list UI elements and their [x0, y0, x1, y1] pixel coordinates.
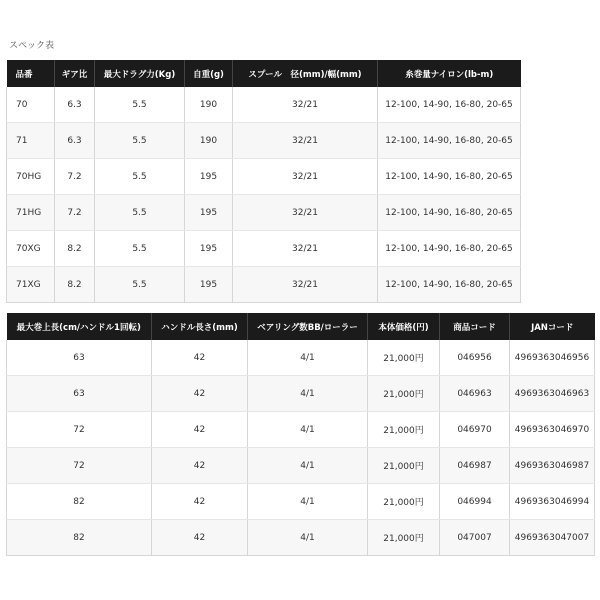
cell-jan-code: 4969363047007 — [510, 520, 595, 556]
cell-price: 21,000円 — [368, 484, 440, 520]
table-row — [7, 195, 521, 231]
cell-spool-size: 32/21 — [233, 267, 378, 303]
cell-product-code: 046987 — [440, 448, 510, 484]
cell-weight: 195 — [185, 195, 233, 231]
cell-bearings: 4/1 — [248, 520, 368, 556]
cell-price: 21,000円 — [368, 340, 440, 376]
cell-gear-ratio: 8.2 — [55, 231, 95, 267]
cell-line-capacity: 12-100, 14-90, 16-80, 20-65 — [378, 231, 521, 267]
cell-bearings: 4/1 — [248, 448, 368, 484]
cell-product-code: 046963 — [440, 376, 510, 412]
cell-spool-size: 32/21 — [233, 195, 378, 231]
cell-handle-length: 42 — [152, 412, 248, 448]
cell-bearings: 4/1 — [248, 340, 368, 376]
table-row — [7, 87, 521, 123]
cell-max-drag: 5.5 — [95, 267, 185, 303]
cell-spool-size: 32/21 — [233, 87, 378, 123]
cell-bearings: 4/1 — [248, 376, 368, 412]
cell-model: 71XG — [7, 267, 55, 303]
spec-table-caption: スペック表 — [9, 41, 55, 51]
cell-weight: 195 — [185, 159, 233, 195]
cell-spool-size: 32/21 — [233, 159, 378, 195]
cell-product-code: 047007 — [440, 520, 510, 556]
cell-line-capacity: 12-100, 14-90, 16-80, 20-65 — [378, 195, 521, 231]
cell-max-retrieve: 63 — [7, 340, 152, 376]
spec-table-1-header-row — [7, 60, 521, 87]
header-max-retrieve: 最大巻上長(cm/ハンドル1回転) — [7, 313, 152, 340]
cell-max-retrieve: 63 — [7, 376, 152, 412]
cell-weight: 195 — [185, 231, 233, 267]
cell-line-capacity: 12-100, 14-90, 16-80, 20-65 — [378, 159, 521, 195]
cell-handle-length: 42 — [152, 376, 248, 412]
cell-weight: 195 — [185, 267, 233, 303]
header-spool-size: スプール 径(mm)/幅(mm) — [233, 60, 378, 87]
cell-gear-ratio: 6.3 — [55, 123, 95, 159]
table-row — [7, 340, 595, 376]
spec-table-2 — [6, 313, 595, 556]
cell-max-drag: 5.5 — [95, 87, 185, 123]
table-row — [7, 159, 521, 195]
header-model: 品番 — [7, 60, 55, 87]
spec-table-1 — [6, 60, 521, 303]
header-weight: 自重(g) — [185, 60, 233, 87]
cell-jan-code: 4969363046956 — [510, 340, 595, 376]
cell-gear-ratio: 7.2 — [55, 159, 95, 195]
header-jan-code: JANコード — [510, 313, 595, 340]
cell-handle-length: 42 — [152, 520, 248, 556]
table-row — [7, 484, 595, 520]
cell-max-retrieve: 82 — [7, 520, 152, 556]
header-bearings: ベアリング数BB/ローラー — [248, 313, 368, 340]
table-row — [7, 520, 595, 556]
spec-table-2-header-row — [7, 313, 595, 340]
header-product-code: 商品コード — [440, 313, 510, 340]
header-line-capacity: 糸巻量ナイロン(lb-m) — [378, 60, 521, 87]
header-gear-ratio: ギア比 — [55, 60, 95, 87]
cell-jan-code: 4969363046987 — [510, 448, 595, 484]
cell-spool-size: 32/21 — [233, 231, 378, 267]
cell-model: 71 — [7, 123, 55, 159]
cell-jan-code: 4969363046994 — [510, 484, 595, 520]
cell-model: 71HG — [7, 195, 55, 231]
cell-gear-ratio: 7.2 — [55, 195, 95, 231]
header-price: 本体価格(円) — [368, 313, 440, 340]
cell-jan-code: 4969363046963 — [510, 376, 595, 412]
header-handle-length: ハンドル長さ(mm) — [152, 313, 248, 340]
cell-model: 70XG — [7, 231, 55, 267]
cell-max-drag: 5.5 — [95, 195, 185, 231]
table-row — [7, 123, 521, 159]
table-row — [7, 412, 595, 448]
cell-gear-ratio: 8.2 — [55, 267, 95, 303]
cell-weight: 190 — [185, 123, 233, 159]
table-row — [7, 448, 595, 484]
cell-product-code: 046994 — [440, 484, 510, 520]
cell-max-retrieve: 82 — [7, 484, 152, 520]
cell-weight: 190 — [185, 87, 233, 123]
cell-max-retrieve: 72 — [7, 412, 152, 448]
table-row — [7, 376, 595, 412]
cell-product-code: 046956 — [440, 340, 510, 376]
cell-handle-length: 42 — [152, 448, 248, 484]
cell-price: 21,000円 — [368, 376, 440, 412]
cell-price: 21,000円 — [368, 520, 440, 556]
cell-product-code: 046970 — [440, 412, 510, 448]
cell-price: 21,000円 — [368, 448, 440, 484]
cell-line-capacity: 12-100, 14-90, 16-80, 20-65 — [378, 123, 521, 159]
cell-line-capacity: 12-100, 14-90, 16-80, 20-65 — [378, 267, 521, 303]
cell-price: 21,000円 — [368, 412, 440, 448]
table-row — [7, 231, 521, 267]
cell-handle-length: 42 — [152, 340, 248, 376]
cell-handle-length: 42 — [152, 484, 248, 520]
cell-spool-size: 32/21 — [233, 123, 378, 159]
cell-bearings: 4/1 — [248, 484, 368, 520]
cell-gear-ratio: 6.3 — [55, 87, 95, 123]
cell-model: 70 — [7, 87, 55, 123]
cell-max-retrieve: 72 — [7, 448, 152, 484]
cell-line-capacity: 12-100, 14-90, 16-80, 20-65 — [378, 87, 521, 123]
table-row — [7, 267, 521, 303]
cell-bearings: 4/1 — [248, 412, 368, 448]
header-max-drag: 最大ドラグ力(Kg) — [95, 60, 185, 87]
cell-max-drag: 5.5 — [95, 123, 185, 159]
cell-model: 70HG — [7, 159, 55, 195]
cell-jan-code: 4969363046970 — [510, 412, 595, 448]
cell-max-drag: 5.5 — [95, 159, 185, 195]
cell-max-drag: 5.5 — [95, 231, 185, 267]
